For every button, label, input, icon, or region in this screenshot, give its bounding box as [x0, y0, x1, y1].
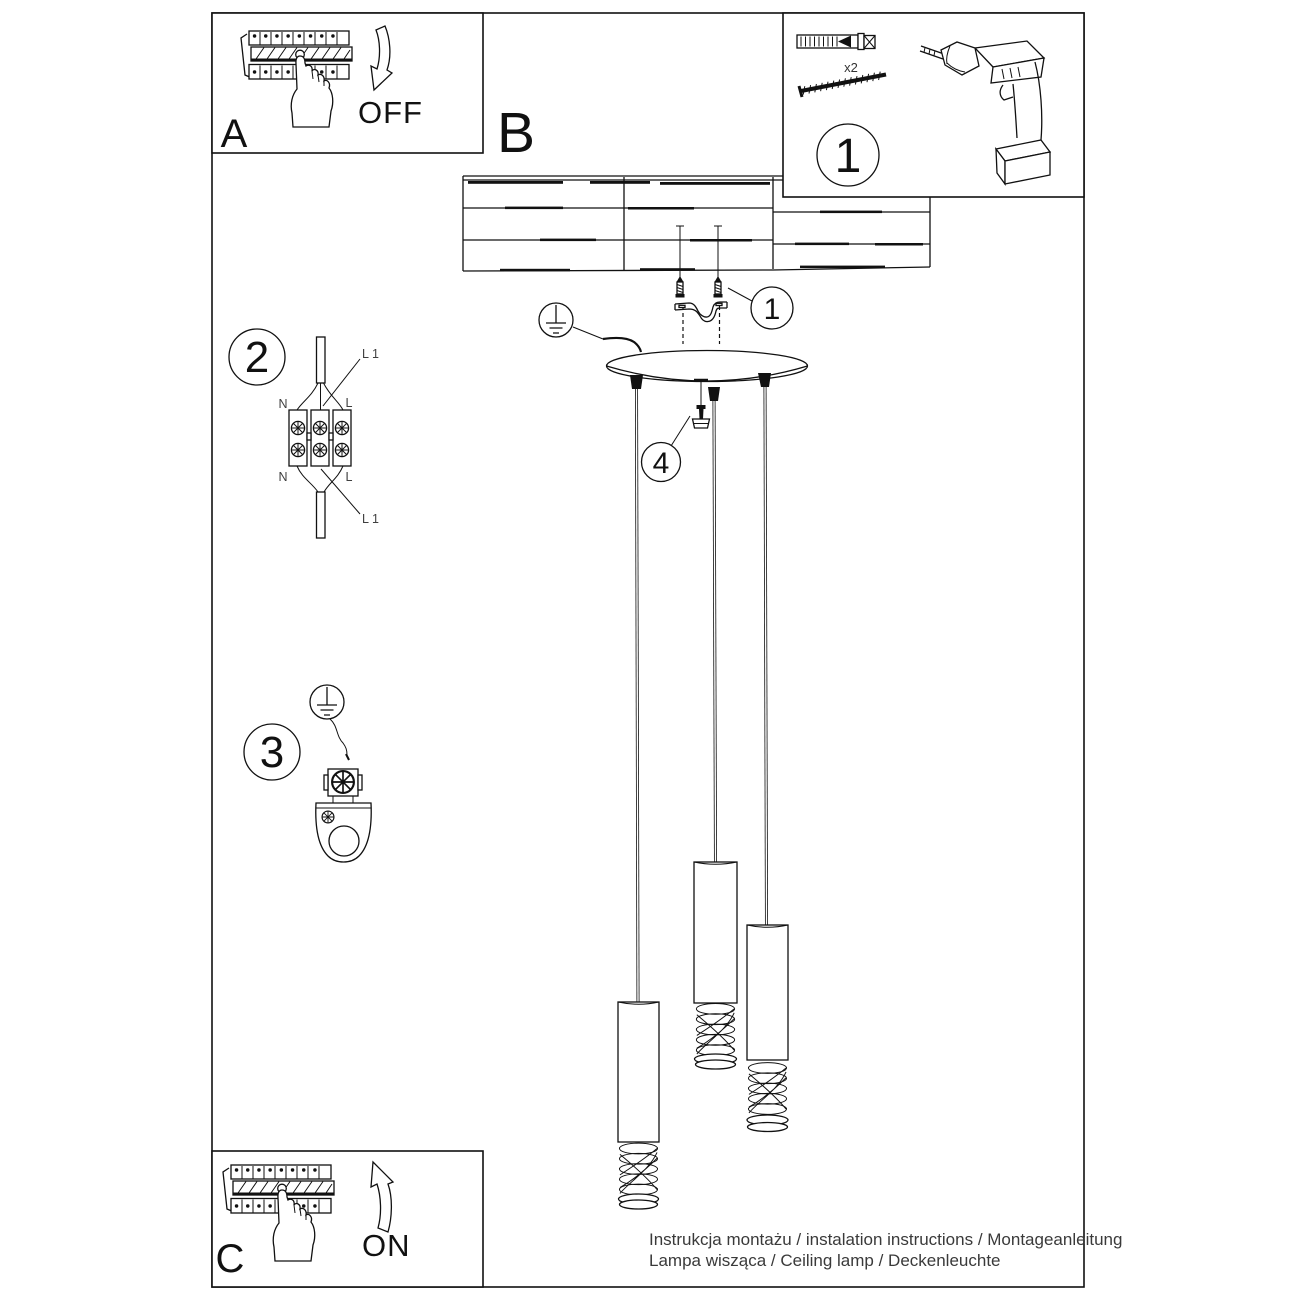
wall-plug-icon: [797, 34, 875, 50]
panel-a-letter: A: [220, 112, 248, 156]
l1-label-bottom: L 1: [362, 512, 379, 526]
step-4-marker-number: 4: [652, 447, 670, 480]
n-label-bottom: N: [278, 470, 288, 484]
supply-cable-bottom: [317, 492, 326, 538]
step-2-marker-number: 2: [244, 333, 270, 382]
supply-cable-top: [317, 337, 326, 383]
terminal-block: [289, 410, 351, 466]
panel-b-letter: B: [497, 101, 536, 165]
l-label-top: L: [345, 396, 353, 410]
off-label: OFF: [358, 95, 423, 130]
quantity-label: x2: [844, 60, 858, 75]
l1-label-top: L 1: [362, 347, 379, 361]
panel-c: [212, 1151, 483, 1287]
n-label-top: N: [278, 397, 288, 411]
step-1-badge-number: 1: [834, 130, 862, 183]
on-label: ON: [362, 1228, 411, 1263]
parts-box: [783, 13, 1084, 197]
caption-line-2: Lampa wisząca / Ceiling lamp / Deckenleuchte: [649, 1251, 1001, 1270]
step-3-marker-number: 3: [259, 728, 285, 777]
l-label-bottom: L: [345, 470, 353, 484]
caption-line-1: Instrukcja montażu / instalation instructions / Montageanleitung: [649, 1230, 1123, 1249]
panel-a: [212, 13, 483, 156]
step-1-marker-number: 1: [763, 293, 781, 326]
panel-c-letter: C: [215, 1237, 245, 1281]
